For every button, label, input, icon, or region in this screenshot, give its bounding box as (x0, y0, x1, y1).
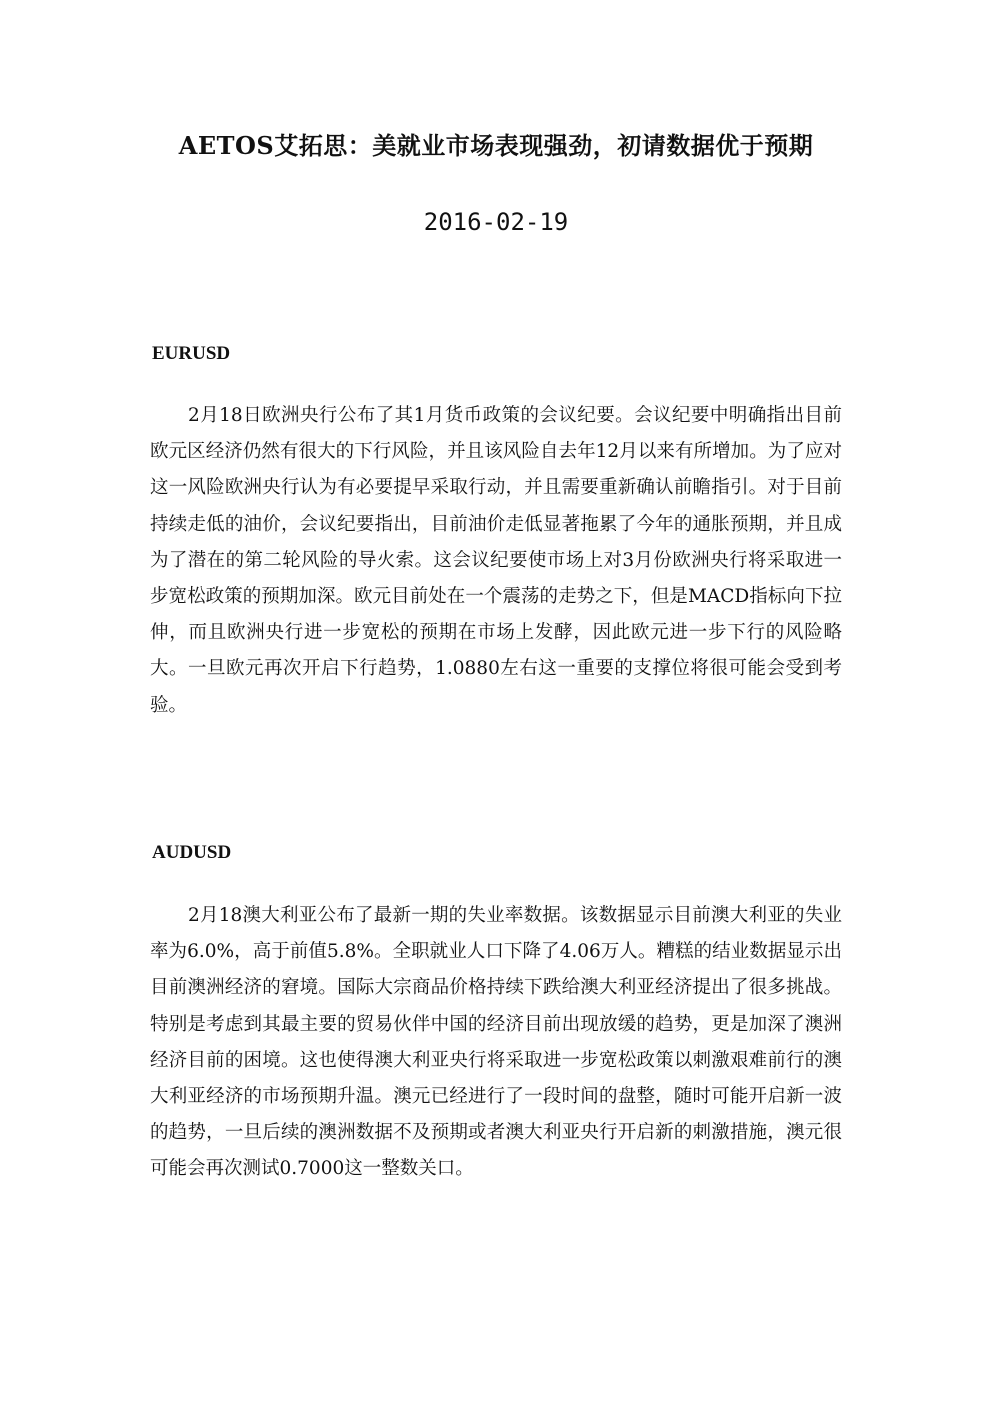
section-heading-audusd: AUDUSD (152, 842, 232, 863)
section-body-audusd: 2月18澳大利亚公布了最新一期的失业率数据。该数据显示目前澳大利亚的失业率为6.0%，高于前值5.8%。全职就业人口下降了4.06万人。糟糕的结业数据显示出目前澳洲经济的窘境。国际大宗商品价格持续下跌给澳大利亚经济提出了很多挑战。特别是考虑到其最主要的贸易伙伴中国的经济目前出现放缓的趋势，更是加深了澳洲经济目前的困境。这也使得澳大利亚央行将采取进一步宽松政策以刺激艰难前行的澳大利亚经济的市场预期升温。澳元已经进行了一段时间的盘整，随时可能开启新一波的趋势，一旦后续的澳洲数据不及预期或者澳大利亚央行开启新的刺激措施，澳元很可能会再次测试0.7000这一整数关口。 (150, 905, 842, 1180)
section-heading-eurusd: EURUSD (152, 343, 231, 364)
document-date: 2016-02-19 (423, 208, 569, 236)
document-title: AETOS艾拓思：美就业市场表现强劲，初请数据优于预期 (178, 131, 814, 160)
section-body-eurusd: 2月18日欧洲央行公布了其1月货币政策的会议纪要。会议纪要中明确指出目前欧元区经济仍然有很大的下行风险，并且该风险自去年12月以来有所增加。为了应对这一风险欧洲央行认为有必要提早采取行动，并且需要重新确认前瞻指引。对于目前持续走低的油价，会议纪要指出，目前油价走低显著拖累了今年的通胀预期，并且成为了潜在的第二轮风险的导火索。这会议纪要使市场上对3月份欧洲央行将采取进一步宽松政策的预期加深。欧元目前处在一个震荡的走势之下，但是MACD指标向下拉伸，而且欧洲央行进一步宽松的预期在市场上发酵，因此欧元进一步下行的风险略大。一旦欧元再次开启下行趋势，1.0880左右这一重要的支撑位将很可能会受到考验。 (150, 405, 842, 716)
